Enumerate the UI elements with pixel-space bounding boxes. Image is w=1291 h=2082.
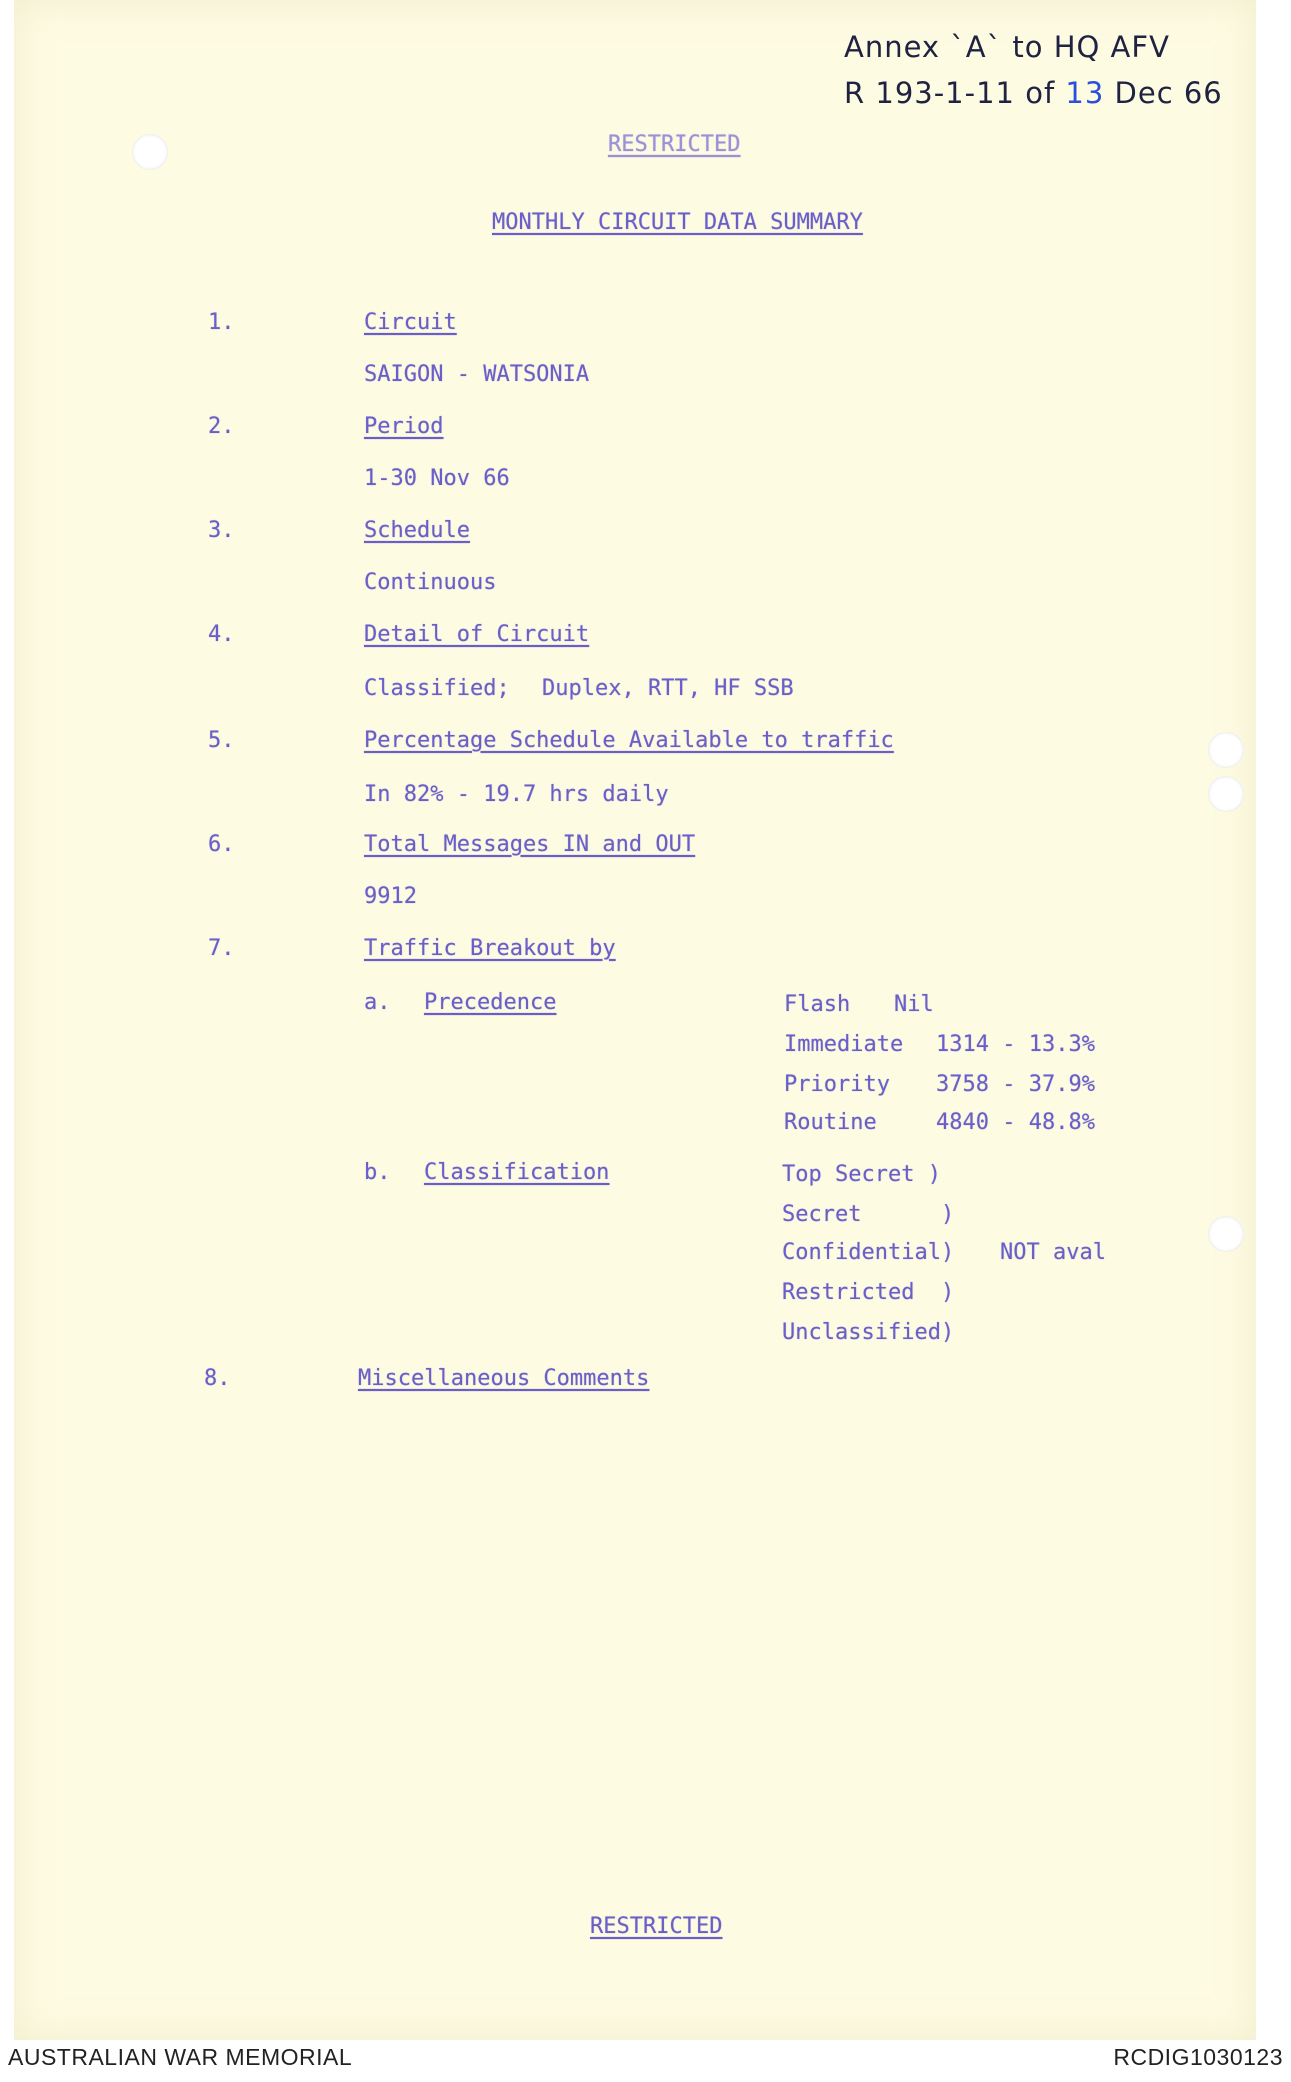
classification-label: Restricted ) bbox=[782, 1280, 955, 1305]
punch-hole bbox=[1208, 776, 1244, 812]
section-heading: Total Messages IN and OUT bbox=[364, 832, 696, 857]
classification-label: Secret ) bbox=[782, 1202, 955, 1227]
footer-left: AUSTRALIAN WAR MEMORIAL bbox=[8, 2044, 353, 2070]
precedence-value: 1314 - 13.3% bbox=[936, 1032, 1095, 1057]
precedence-value: 3758 - 37.9% bbox=[936, 1072, 1095, 1097]
section-heading: Period bbox=[364, 414, 444, 439]
section-value: 9912 bbox=[364, 884, 417, 909]
precedence-label: Priority bbox=[784, 1072, 890, 1097]
section-value: 1-30 Nov 66 bbox=[364, 466, 510, 491]
classification-letter: b. bbox=[364, 1160, 391, 1185]
section-heading: Schedule bbox=[364, 518, 470, 543]
section-number: 4. bbox=[208, 622, 235, 647]
section-value: Continuous bbox=[364, 570, 497, 595]
precedence-value: Nil bbox=[894, 992, 934, 1017]
section-value: In 82% - 19.7 hrs daily bbox=[364, 782, 669, 807]
annex-line-1: Annex `A` to HQ AFV bbox=[844, 30, 1170, 64]
precedence-label: Flash bbox=[784, 992, 851, 1017]
punch-hole bbox=[1208, 732, 1244, 768]
annex-day: 13 bbox=[1065, 76, 1105, 110]
section-heading: Percentage Schedule Available to traffic bbox=[364, 728, 894, 753]
classification-top: RESTRICTED bbox=[608, 132, 741, 157]
section-number: 6. bbox=[208, 832, 235, 857]
punch-hole bbox=[132, 134, 168, 170]
section-value: Duplex, RTT, HF SSB bbox=[542, 676, 794, 701]
section-number: 2. bbox=[208, 414, 235, 439]
classification-label: Confidential) bbox=[782, 1240, 955, 1265]
classification-label: Top Secret ) bbox=[782, 1162, 941, 1187]
punch-hole bbox=[1208, 1216, 1244, 1252]
precedence-value: 4840 - 48.8% bbox=[936, 1110, 1095, 1135]
classification-heading: Classification bbox=[424, 1160, 610, 1185]
section-heading: Miscellaneous Comments bbox=[358, 1366, 650, 1391]
section-number: 1. bbox=[208, 310, 235, 335]
precedence-letter: a. bbox=[364, 990, 391, 1015]
section-number: 3. bbox=[208, 518, 235, 543]
annex-line-2 bbox=[844, 76, 1223, 110]
section-value-label: Classified; bbox=[364, 676, 510, 701]
classification-bottom: RESTRICTED bbox=[590, 1914, 723, 1939]
section-number: 8. bbox=[204, 1366, 231, 1391]
section-heading: Circuit bbox=[364, 310, 457, 335]
annex-annotation bbox=[844, 30, 1223, 110]
classification-label: Unclassified) bbox=[782, 1320, 955, 1345]
annex-month-year: Dec 66 bbox=[1104, 76, 1223, 110]
classification-note: NOT aval bbox=[1000, 1240, 1106, 1265]
page-title: MONTHLY CIRCUIT DATA SUMMARY bbox=[492, 210, 863, 235]
document-page bbox=[14, 0, 1256, 2040]
section-heading: Detail of Circuit bbox=[364, 622, 590, 647]
section-value: SAIGON - WATSONIA bbox=[364, 362, 590, 387]
precedence-label: Routine bbox=[784, 1110, 877, 1135]
precedence-heading: Precedence bbox=[424, 990, 557, 1015]
section-number: 5. bbox=[208, 728, 235, 753]
precedence-label: Immediate bbox=[784, 1032, 904, 1057]
section-number: 7. bbox=[208, 936, 235, 961]
section-heading: Traffic Breakout by bbox=[364, 936, 616, 961]
annex-reference: R 193-1-11 of bbox=[844, 76, 1066, 110]
footer-right: RCDIG1030123 bbox=[1113, 2044, 1283, 2070]
